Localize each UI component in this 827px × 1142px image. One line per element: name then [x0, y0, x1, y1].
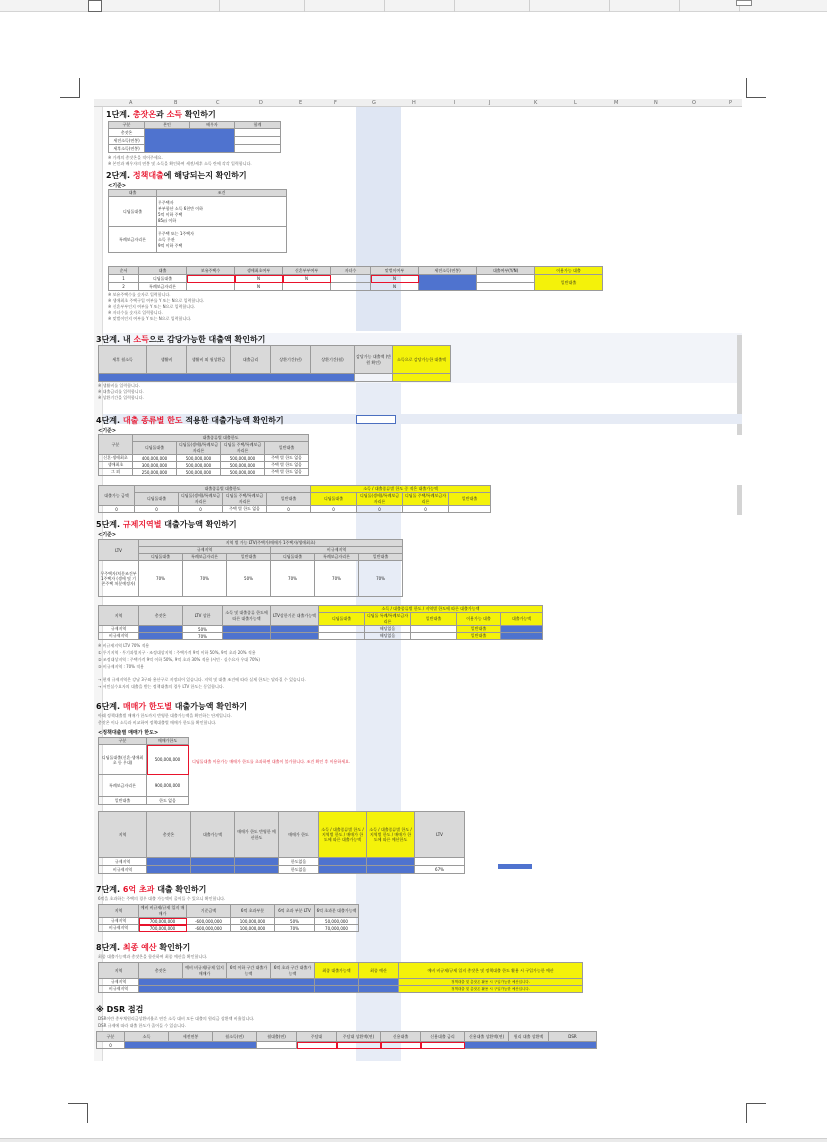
stray-fill-cell [498, 864, 532, 869]
budget-fill [139, 986, 315, 993]
note: DSR 규제에 따라 대출 한도가 줄어들 수 있습니다. [98, 1023, 187, 1028]
note: → 서민실수요자의 대출을 받는 정책대출의 경우 LTV 한도는 동일합니다. [98, 684, 224, 689]
price-input[interactable]: 700,000,000 [139, 918, 187, 925]
note: ※ 생활비를 입력합니다. [98, 383, 140, 388]
result-cell [501, 626, 543, 633]
loan-cell [191, 858, 235, 866]
step7-title: 7단계. 6억 초과 대출 확인하기 [96, 885, 207, 894]
loan-cell [191, 866, 235, 874]
note: 총잣온 이나 소득과 비교하여 정책대출별 매매가 한도를 확인합니다. [98, 720, 217, 725]
final-budget-cell [359, 979, 399, 986]
note: ※ 비규제지역 LTV 70% 적용 [98, 643, 150, 648]
policy-price-label: <정책대출별 매매가 한도> [98, 730, 159, 736]
budget-fill [139, 979, 315, 986]
note: ① 투기지역 · 투기과열지구 · 조정대상지역 : 주택가격 9억 이하 50%, 9억 초과 20% 적용 [98, 650, 256, 655]
criteria-label: <기준> [98, 428, 117, 434]
price-input[interactable]: 700,000,000 [139, 925, 187, 932]
note: ※ 신혼부부인지 여부를 Y 또는 N으로 입력합니다. [108, 304, 196, 309]
price-limit-input[interactable]: 500,000,000 [147, 745, 189, 775]
criteria-label: <기준> [98, 532, 117, 538]
selected-column-highlight [356, 99, 401, 331]
step4-limit-table: 구분 대출종류별 대출한도 디딤돌대출 디딤돌(생애)/특례보금자리론 디딤돌 주택/특례보금자리론 일반대출 신혼·생애최초 400,000,000 500,000,000 500,000,000 주택 별 한도 없음 생애최초 300,000,000 500,000,000 500,000,000 주택 별 한도 없음 그 외 250,000,000 500,000,000 500,000,000 주택 별 한도 없음 [98, 434, 309, 476]
note: ※ 상환기간을 입력합니다. [98, 395, 144, 400]
assets-cell [139, 626, 183, 633]
selected-cell[interactable] [356, 415, 396, 424]
owned-house-input[interactable] [187, 275, 235, 283]
final-loan-cell [315, 979, 359, 986]
step4-calc-table: 대출가능 금액 대출종류별 대출한도 소득 / 대출종류별 한도 중 적은 대출가능액 디딤돌대출 디딤돌(생애)/특례보금자리론 디딤돌 주택/특례보금자리론 일반대출 디딤돌대출 디딤돌(생애)/특례보금자리론 디딤돌 주택/특례보금자리론 일반대출 0 0 0 주택 별 한도 없음 0 0 0 0 [98, 485, 491, 513]
note: ※ 대출금리를 입력합니다. [98, 389, 144, 394]
step5-ltv-table: LTV 지역 별 가능 LTV(주택가/매매가 1주택자/생애최초) 규제지역 비규제지역 디딤돌대출 특례보금자리론 일반대출 디딤돌대출 특례보금자리론 일반대출 무주택자/처분조건부 1주택자 (생애 및 기존주택 처분예정자) 70% 70% 50% 70% 70% 70% [98, 539, 403, 597]
step6-calc-table: 지역 총잣온 대출가능액 매매가 한도 반영한 예산한도 매매가 한도 소득 / 대출종류별 한도 / 지역별 한도 / 매매가 한도에 따른 대출가능액 소득 / 대출종류별 한도 / 지역별 한도 / 매매가 한도에 따른 예산한도 LTV 규제지역 한도없음 비규제지역 한도없음 67% [98, 811, 465, 874]
dsr-income-fill [125, 1042, 257, 1049]
step5-calc-table: 지역 총잣온 LTV 상한 소득 및 대출종류 한도에 따른 대출가능액 LTV상한기준 대출가능액 소득 / 대출종류별 한도 / 지역별 한도에 따른 대출가능액 디딤돌대출 디딤돌 특례/특례보금자리론 일반대출 이용가능 대출 대출가능액 규제지역 50% 해당없음 일반대출 비규제지역 70% 해당없음 일반대출 [98, 605, 543, 640]
dsr-table: 구분 소득 세전연봉 월소득(연) 월대출(연) 주담대 주담대 상환액(연) 신용대출 신용대출 금리 신용대출 상환액(연) 원리 대출 상환액 DSR 0 [96, 1031, 597, 1049]
assets-cell [147, 866, 191, 874]
income-input[interactable] [145, 129, 235, 153]
step2-criteria-table: 대출 조건 디딤돌대출 무주택자 부부합산 소득 6천만 이하 5억 이하 주택 85㎡ 이하 특례보금자리론 무주택 또는 1주택자 소득 무관 9억 이하 주택 [108, 189, 287, 253]
final-loan-cell [319, 858, 367, 866]
budget-cell [235, 858, 279, 866]
note: 아래 정책대출별 매매가 한도까지 반영한 대출가능액을 확인하는 단계입니다. [98, 713, 232, 718]
final-loan-cell [319, 866, 367, 874]
ltv-loan-cell [271, 626, 319, 633]
newlywed-input[interactable]: N [283, 275, 331, 283]
warning-note: 디딤돌대출 이용가능 매매가 한도를 초과하면 대출이 불가합니다. 조건 확인 후 이용하세요. [192, 759, 351, 764]
window-control-icon[interactable] [736, 0, 752, 6]
spreadsheet-top-strip [0, 0, 827, 12]
assets-cell [139, 633, 183, 640]
step8-title: 8단계. 최종 예산 확인하기 [96, 943, 191, 952]
step7-table: 지역 예비 비규제/규제 입지 매매가 기준금액 6억 초과부분 6억 초과 부분 LTV 6억 초과분 대출가능액 규제지역 700,000,000 -600,000,000 100,000,000 50% 50,000,000 비규제지역 700,000,000 -600,000,000 100,000,000 70% 70,000,000 [98, 904, 359, 932]
column-header-bar: A B C D E F G H I J K L M N O P [94, 99, 742, 107]
page-icon[interactable] [88, 0, 102, 12]
step3-inputs[interactable] [99, 374, 355, 382]
result-cell [501, 633, 543, 640]
final-budget-cell [367, 866, 415, 874]
step6-price-table: 구분 매매가한도 디딤돌대출(신혼·생애최초 등 우대) 500,000,000 특례보금자리론 900,000,000 일반대출 한도 없음 [98, 737, 189, 805]
note: ※ 본인과 배우자의 연봉 및 소득을 확인하여 세전/세후 소득 란에 각각 입력합니다. [108, 161, 252, 166]
step6-title: 6단계. 매매가 한도별 대출가능액 확인하기 [96, 702, 248, 711]
step2-title: 2단계. 정책대출에 해당되는지 확인하기 [106, 171, 247, 180]
dsr-title: ※ DSR 점검 [96, 1005, 144, 1014]
bottom-bar [0, 1138, 827, 1142]
step3-table: 세후 월소득 생활비 생활비 외 월상환금 대출금리 상환기간(년) 상환기간(월) 감당가능 대출액 (만원 확인) 소득으로 감당가능한 대출액 [98, 345, 451, 382]
crop-mark [746, 78, 766, 98]
vertical-scrollbar[interactable] [737, 485, 742, 515]
dual-income-input[interactable]: N [371, 275, 419, 283]
loan-cell [223, 626, 271, 633]
note: → 현재 규제지역은 강남 3구와 용산구로 지정되어 있습니다. 지역 및 대출 조건에 따라 실제 한도는 달라질 수 있습니다. [98, 677, 306, 682]
available-loan-result: 일반대출 [535, 275, 603, 291]
step1-table: 구분 본인 배우자 합계 총잣온 세전소득(연봉) 세후소득(연봉) [108, 121, 281, 153]
note: ② 조정대상지역 : 주택가격 9억 이하 50%, 9억 초과 30% 적용 (서민 · 실수요자 우대 70%) [98, 657, 260, 662]
step2-main-table: 순서 대출 보유주택수 생애최초여부 신혼부부여부 자녀수 맞벌이여부 세전소득(연봉) 대출여부(Y/N) 이용가능 대출 1 디딤돌대출 N N N 일반대출 2 특례보금자리론 N N [108, 266, 603, 291]
loan-cell [223, 633, 271, 640]
assets-cell [147, 858, 191, 866]
criteria-label: <기준> [108, 183, 127, 189]
final-budget-cell [359, 986, 399, 993]
step4-title: 4단계. 대출 종류별 한도 적용한 대출가능액 확인하기 [96, 416, 284, 425]
note: ※ 맞벌이인지 여부를 Y 또는 N으로 입력합니다. [108, 316, 192, 321]
budget-cell [235, 866, 279, 874]
dsr-result-fill [465, 1042, 597, 1049]
crop-mark [68, 1103, 88, 1123]
ltv-loan-cell [271, 633, 319, 640]
crop-mark [746, 1103, 766, 1123]
step1-title: 1단계. 총잣온과 소득 확인하기 [106, 110, 216, 119]
crop-mark [60, 78, 80, 98]
note: ※ 가계의 총잣온을 적어주세요. [108, 155, 163, 160]
selected-column-highlight [356, 335, 401, 1061]
step8-table: 지역 총잣온 예비 비규제/규제 입지 매매가 6억 이하 구간 대출가능액 6억 초과 구간 대출가능액 최종 대출가능액 최종 예산 예비 비규제/규제 입지 총잣온 및 정책대출 한도 활용 시 구입가능한 예산 규제지역 정책대출 및 총잣온 활용 시 구입가능한 예산입니다. 비규제지역 정책대출 및 총잣온 활용 시 구입가능한 예산입니다. [98, 962, 583, 993]
note: ※ 보유주택수를 숫자로 입력합니다. [108, 292, 171, 297]
final-budget-cell [367, 858, 415, 866]
note: ③ 비규제지역 : 70% 적용 [98, 664, 144, 669]
final-loan-cell [315, 986, 359, 993]
step3-title: 3단계. 내 소득으로 감당가능한 대출액 확인하기 [96, 335, 266, 344]
note: DSR이란 총부채원리금상환비율로 연간 소득 대비 모든 대출의 원리금 상환액 비율입니다. [98, 1016, 255, 1021]
step5-title: 5단계. 규제지역별 대출가능액 확인하기 [96, 520, 237, 529]
note: 최종 대출가능액과 총잣온을 합산하여 최종 예산을 확인합니다. [98, 954, 208, 959]
note: ※ 자녀수를 숫자로 입력합니다. [108, 310, 163, 315]
pretax-income-cell[interactable] [419, 275, 477, 291]
first-home-input[interactable]: N [235, 275, 283, 283]
note: ※ 생애최초 주택구입 여부를 Y 또는 N으로 입력합니다. [108, 298, 205, 303]
note: 6억을 초과하는 주택의 경우 대출 가능액이 줄어들 수 있으니 확인합니다. [98, 896, 226, 901]
print-preview-page [94, 99, 742, 1061]
